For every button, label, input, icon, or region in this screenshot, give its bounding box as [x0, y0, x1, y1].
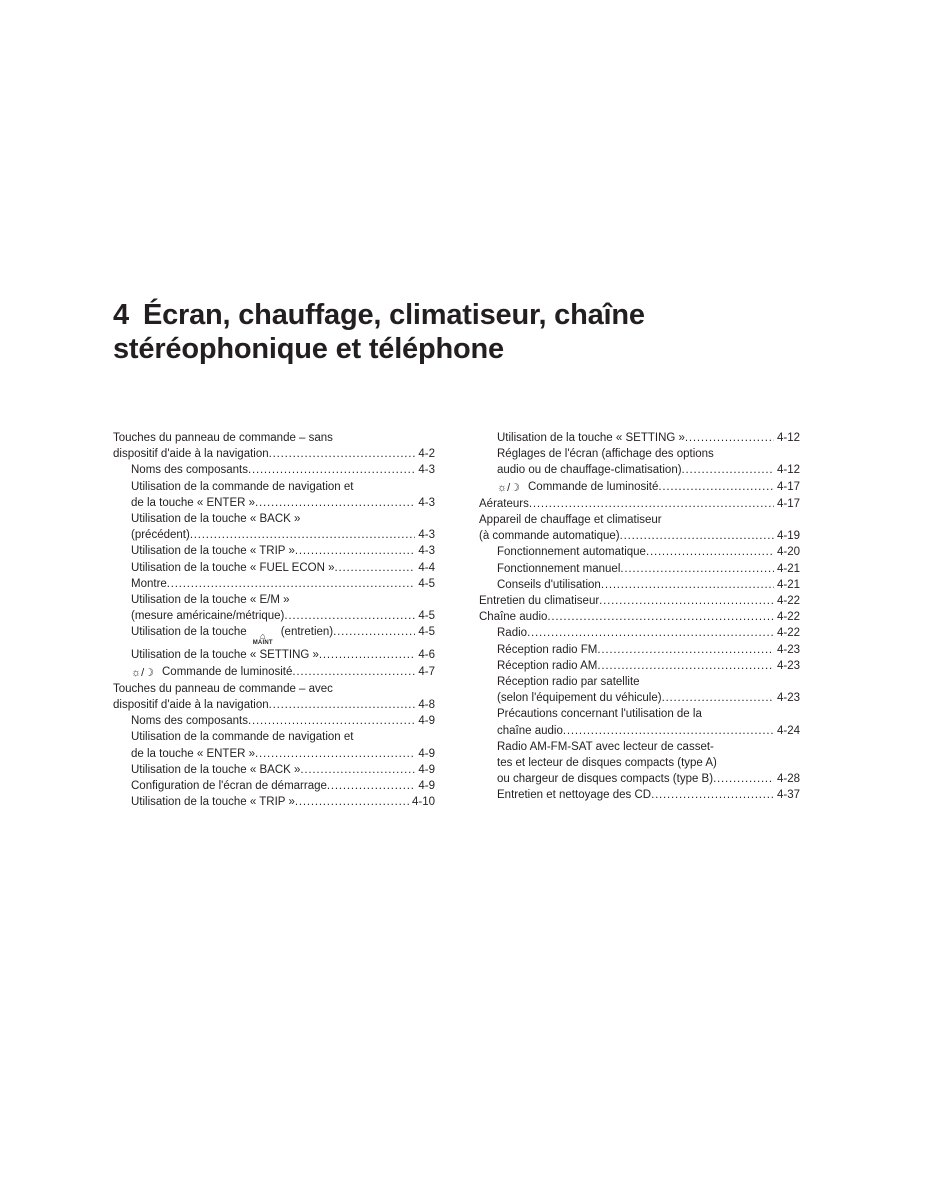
page-number: 4-9 — [418, 715, 435, 728]
page-number: 4-23 — [776, 643, 800, 656]
toc-entry[interactable] — [131, 592, 435, 624]
dot-leader — [167, 576, 416, 592]
toc-entry[interactable] — [131, 543, 435, 559]
toc-entry[interactable] — [497, 642, 800, 658]
dot-leader — [292, 664, 415, 681]
dot-leader — [547, 609, 774, 625]
toc-entry[interactable] — [497, 787, 800, 803]
dot-leader — [597, 642, 774, 658]
toc-entry-title: Noms des composants — [131, 464, 248, 477]
toc-entry-line: Radio AM-FM-SAT avec lecteur de casset- — [497, 740, 714, 753]
chapter-number: 4 — [113, 299, 129, 331]
page-number: 4-10 — [411, 796, 435, 809]
chapter-title-line2: stéréophonique et téléphone — [113, 333, 504, 365]
page-number: 4-5 — [418, 610, 435, 623]
toc-entry-line: Touches du panneau de commande – sans — [113, 432, 333, 444]
toc-entry-title: Utilisation de la touche « TRIP » — [131, 545, 295, 558]
toc-entry-line: Utilisation de la commande de navigation et — [131, 480, 354, 493]
toc-entry-line: tes et lecteur de disques compacts (type A) — [497, 757, 717, 770]
dot-leader — [713, 771, 774, 787]
dot-leader — [284, 608, 415, 624]
page-number: 4-12 — [776, 464, 800, 477]
toc-entry[interactable] — [479, 512, 800, 544]
toc-entry-title: Utilisation de la touche « FUEL ECON » — [131, 561, 335, 574]
dot-leader — [658, 479, 774, 496]
page-number: 4-23 — [776, 692, 800, 705]
page-number: 4-9 — [418, 747, 435, 760]
toc-entry[interactable] — [131, 794, 435, 810]
toc-entry[interactable] — [479, 609, 800, 625]
page-number: 4-5 — [418, 626, 435, 639]
toc-entry[interactable] — [113, 430, 435, 462]
chapter-title — [113, 298, 833, 366]
toc-entry[interactable] — [497, 625, 800, 641]
toc-entry[interactable] — [131, 713, 435, 729]
toc-entry[interactable] — [497, 739, 800, 788]
page-number: 4-4 — [418, 561, 435, 574]
dot-leader — [295, 794, 409, 810]
toc-entry-title: Utilisation de la touche — [131, 626, 247, 639]
toc-entry[interactable] — [479, 496, 800, 512]
toc-entry-title: Radio — [497, 627, 528, 640]
toc-entry-suffix: (entretien) — [280, 626, 334, 639]
toc-entry-title: (mesure américaine/métrique) — [131, 610, 285, 623]
page-number: 4-28 — [776, 773, 800, 786]
page-number: 4-17 — [776, 497, 800, 510]
toc-entry-line: Appareil de chauffage et climatiseur — [479, 514, 662, 527]
toc-entry-title: chaîne audio — [497, 724, 563, 737]
toc-entry[interactable] — [479, 593, 800, 609]
page-number: 4-3 — [418, 496, 435, 509]
toc-entry[interactable] — [497, 658, 800, 674]
dot-leader — [255, 495, 415, 511]
toc-entry-line: Précautions concernant l'utilisation de la — [497, 708, 702, 721]
toc-entry-title: Noms des composants — [131, 715, 248, 728]
toc-entry[interactable] — [131, 729, 435, 761]
toc-entry[interactable] — [497, 446, 800, 478]
page-number: 4-19 — [776, 530, 800, 543]
toc-entry[interactable] — [497, 544, 800, 560]
dot-leader — [662, 690, 774, 706]
page-number: 4-22 — [776, 627, 800, 640]
dot-leader — [334, 560, 415, 576]
page-number: 4-6 — [418, 649, 435, 662]
dot-leader — [295, 543, 416, 559]
toc-entry-title: Fonctionnement manuel — [497, 562, 621, 575]
toc-entry[interactable] — [131, 647, 435, 663]
page-number: 4-2 — [418, 448, 435, 461]
dot-leader — [333, 624, 415, 647]
dot-leader — [601, 577, 774, 593]
page-number: 4-3 — [418, 529, 435, 542]
toc-entry[interactable] — [497, 479, 800, 496]
toc-entry-title: Fonctionnement automatique — [497, 546, 646, 559]
toc-entry[interactable] — [131, 576, 435, 592]
toc-entry-line: Réception radio par satellite — [497, 676, 640, 689]
maint-icon: ⌂ MAINT — [252, 631, 273, 647]
sun-moon-icon: ☼/☽ — [497, 481, 520, 494]
toc-entry-title: Utilisation de la touche « BACK » — [131, 763, 301, 776]
toc-entry-line: Touches du panneau de commande – avec — [113, 682, 333, 695]
toc-entry-title: Réception radio AM — [497, 659, 598, 672]
dot-leader — [685, 430, 774, 446]
dot-leader — [682, 462, 774, 478]
toc-entry-title: (précédent) — [131, 529, 190, 542]
toc-entry-title: Configuration de l'écran de démarrage — [131, 780, 327, 793]
toc-entry-title: Entretien et nettoyage des CD — [497, 789, 652, 802]
page-number: 4-23 — [776, 659, 800, 672]
toc-entry-title: Utilisation de la touche « TRIP » — [131, 796, 295, 809]
dot-leader — [527, 625, 774, 641]
page-number: 4-3 — [418, 545, 435, 558]
toc-entry[interactable] — [497, 674, 800, 706]
dot-leader — [248, 713, 415, 729]
toc-entry[interactable] — [131, 560, 435, 576]
toc-entry-title: audio ou de chauffage-climatisation) — [497, 464, 682, 477]
dot-leader — [190, 527, 416, 543]
dot-leader — [255, 746, 415, 762]
toc-entry-title: Commande de luminosité — [162, 665, 293, 678]
dot-leader — [563, 723, 774, 739]
page-number: 4-21 — [776, 578, 800, 591]
page-number: 4-8 — [418, 699, 435, 712]
sun-moon-icon: ☼/☽ — [131, 666, 154, 679]
dot-leader — [269, 697, 416, 713]
toc-entry-title: de la touche « ENTER » — [131, 747, 256, 760]
page-number: 4-3 — [418, 464, 435, 477]
dot-leader — [300, 762, 415, 778]
page-number: 4-20 — [776, 546, 800, 559]
toc-entry-title: Montre — [131, 577, 167, 590]
toc-entry-line: Utilisation de la commande de navigation et — [131, 731, 354, 744]
toc-entry-line: Utilisation de la touche « E/M » — [131, 594, 290, 607]
toc-entry[interactable] — [131, 511, 435, 543]
page-number: 4-12 — [776, 432, 800, 444]
dot-leader — [319, 647, 415, 663]
toc-entry-line: Réglages de l'écran (affichage des options — [497, 448, 714, 461]
toc-entry-title: Utilisation de la touche « SETTING » — [131, 649, 319, 662]
toc-entry[interactable] — [497, 577, 800, 593]
toc-entry-title: Conseils d'utilisation — [497, 578, 601, 591]
page-number: 4-22 — [776, 611, 800, 624]
page-number: 4-24 — [776, 724, 800, 737]
toc-entry[interactable] — [131, 778, 435, 794]
page-number: 4-7 — [418, 665, 435, 678]
toc-entry-title: Aérateurs — [479, 497, 529, 510]
toc-entry-title: (selon l'équipement du véhicule) — [497, 692, 662, 705]
dot-leader — [599, 593, 774, 609]
toc-entry-title: Utilisation de la touche « SETTING » — [497, 432, 685, 444]
page-number: 4-9 — [418, 763, 435, 776]
toc-entry-title: dispositif d'aide à la navigation — [113, 448, 269, 461]
page-number: 4-5 — [418, 577, 435, 590]
toc-entry-title: de la touche « ENTER » — [131, 496, 256, 509]
toc-right-column — [479, 430, 800, 804]
page-number: 4-9 — [418, 780, 435, 793]
page-number: 4-37 — [776, 789, 800, 802]
page-number: 4-17 — [776, 480, 800, 493]
toc-entry[interactable] — [497, 706, 800, 738]
toc-entry-title: ou chargeur de disques compacts (type B) — [497, 773, 714, 786]
dot-leader — [597, 658, 774, 674]
toc-entry-title: Entretien du climatiseur — [479, 595, 600, 608]
chapter-title-line1: Écran, chauffage, climatiseur, chaîne — [142, 299, 645, 331]
toc-entry[interactable] — [131, 664, 435, 681]
toc-entry[interactable] — [497, 561, 800, 577]
toc-entry[interactable] — [131, 762, 435, 778]
page-number: 4-21 — [776, 562, 800, 575]
dot-leader — [646, 544, 774, 560]
toc-entry[interactable] — [131, 479, 435, 511]
page-number: 4-22 — [776, 595, 800, 608]
toc-entry-title: (à commande automatique) — [479, 530, 620, 543]
toc-entry-title: Réception radio FM — [497, 643, 598, 656]
toc-entry[interactable] — [131, 462, 435, 478]
toc-entry-title: Chaîne audio — [479, 611, 548, 624]
dot-leader — [529, 496, 774, 512]
toc-entry-line: Utilisation de la touche « BACK » — [131, 513, 301, 526]
toc-entry[interactable] — [113, 681, 435, 713]
dot-leader — [269, 446, 416, 462]
dot-leader — [620, 561, 774, 577]
toc-entry[interactable] — [497, 430, 800, 446]
dot-leader — [327, 778, 415, 794]
toc-entry[interactable] — [131, 624, 435, 647]
toc-entry-title: dispositif d'aide à la navigation — [113, 699, 269, 712]
toc-left-column — [113, 430, 435, 810]
toc-entry-title: Commande de luminosité — [528, 480, 659, 493]
dot-leader — [620, 528, 774, 544]
dot-leader — [651, 787, 774, 803]
dot-leader — [248, 462, 415, 478]
